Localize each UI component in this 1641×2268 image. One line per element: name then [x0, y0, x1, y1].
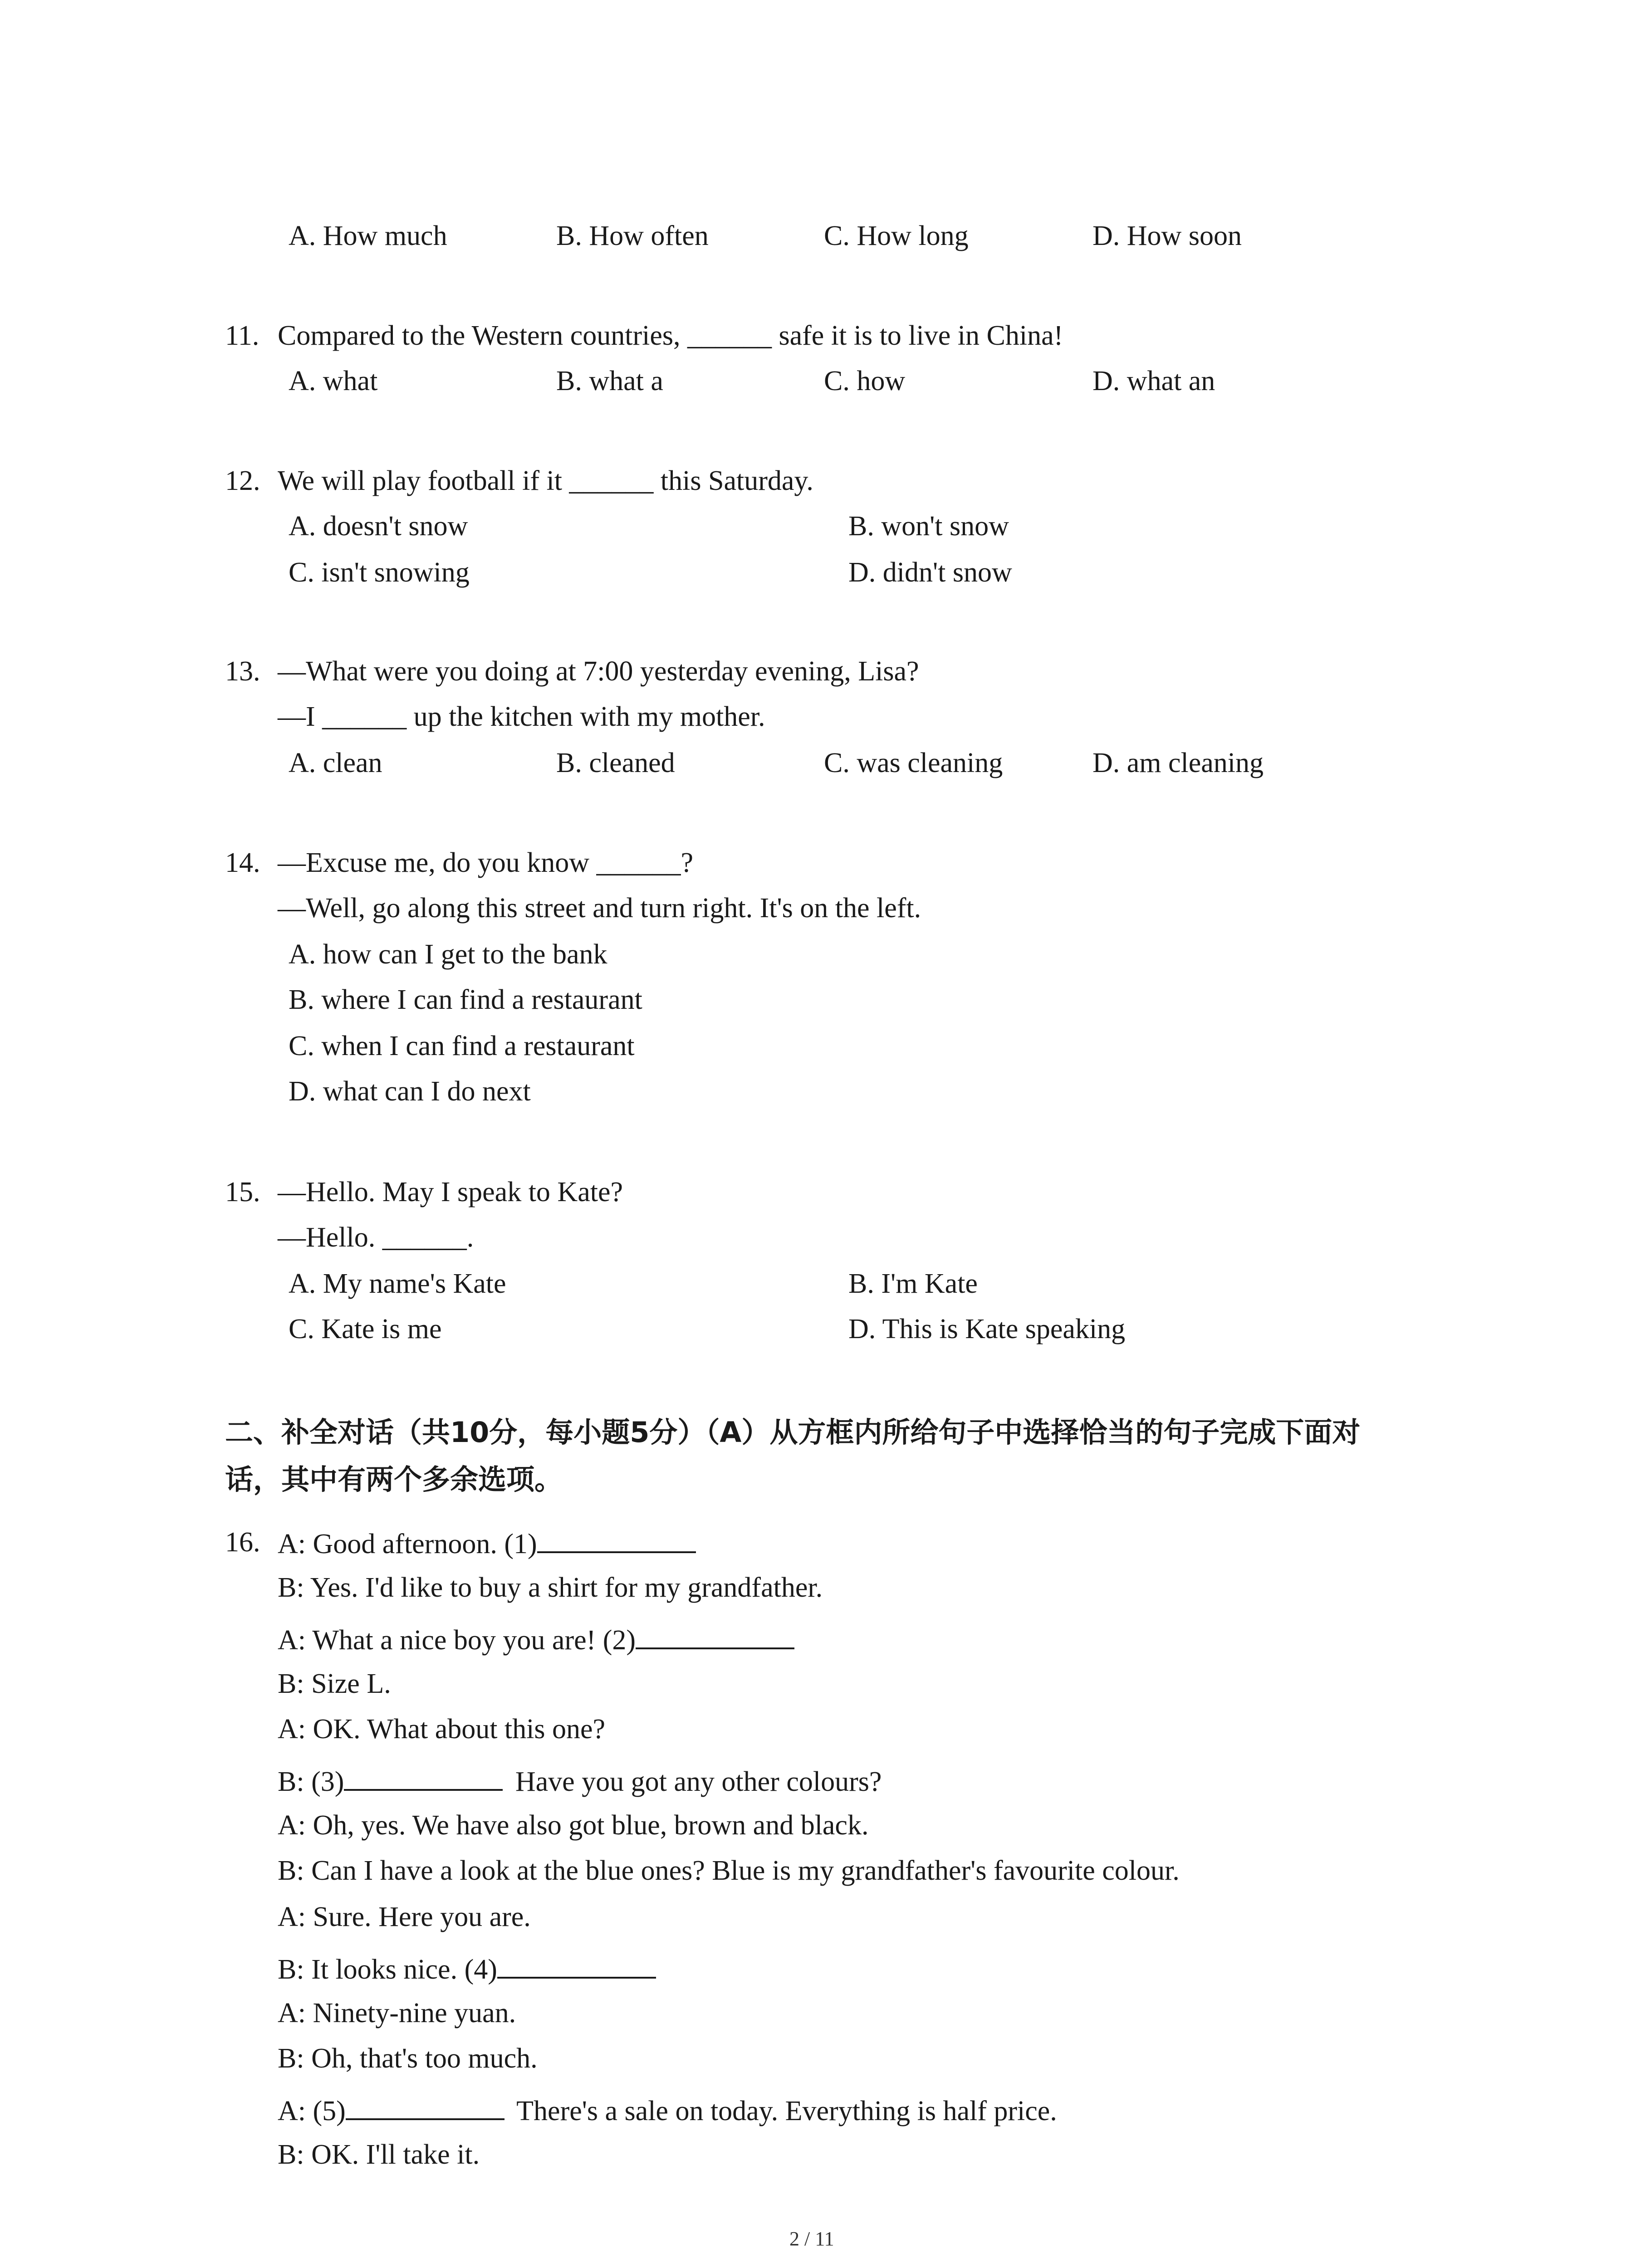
answer-blank-4[interactable] [497, 1950, 656, 1979]
dialogue-line-13 [278, 2091, 1057, 2127]
q13-number: 13. [225, 656, 260, 687]
q11-option-d: D. what an [1092, 366, 1215, 396]
dialogue-line-11 [278, 1995, 516, 2031]
q12-option-c: C. isn't snowing [289, 557, 470, 588]
page-indicator: 2 / 11 [789, 2228, 834, 2250]
q16-number: 16. [225, 1527, 260, 1558]
q12-option-d: D. didn't snow [848, 557, 1012, 588]
q15-number: 15. [225, 1177, 260, 1207]
dialogue-text: Have you got any other colours? [508, 1766, 882, 1797]
dialogue-text: B: Yes. I'd like to buy a shirt for my grandfather. [278, 1572, 823, 1603]
dialogue-text: B: Size L. [278, 1668, 391, 1699]
q13-option-a: A. clean [289, 748, 382, 778]
q13-option-c: C. was cleaning [824, 748, 1003, 778]
q14-number: 14. [225, 847, 260, 878]
dialogue-line-5 [278, 1711, 605, 1747]
answer-blank-1[interactable] [537, 1524, 696, 1553]
dialogue-line-10 [278, 1950, 661, 1986]
q14-line-1: —Excuse me, do you know ______? [278, 847, 694, 878]
dialogue-line-8 [278, 1853, 1180, 1889]
q13-option-b: B. cleaned [556, 748, 675, 778]
dialogue-text: B: (3) [278, 1766, 344, 1797]
q13-line-2: —I ______ up the kitchen with my mother. [278, 701, 765, 732]
dialogue-text: B: Can I have a look at the blue ones? Blue is my grandfather's favourite colour. [278, 1855, 1180, 1886]
q15-line-2: —Hello. ______. [278, 1222, 474, 1253]
dialogue-line-12 [278, 2040, 538, 2077]
dialogue-text: B: OK. I'll take it. [278, 2139, 480, 2170]
section-heading-line-1: 二、补全对话（共10分，每小题5分）（A）从方框内所给句子中选择恰当的句子完成下面对 [225, 1416, 1361, 1449]
dialogue-text: A: OK. What about this one? [278, 1714, 606, 1745]
q11-option-a: A. what [289, 366, 378, 396]
q14-line-2: —Well, go along this street and turn right. It's on the left. [278, 893, 921, 924]
q14-option-a: A. how can I get to the bank [289, 939, 607, 970]
q14-option-b: B. where I can find a restaurant [289, 984, 642, 1015]
q11-stem: Compared to the Western countries, ______ safe it is to live in China! [278, 320, 1063, 351]
q12-stem: We will play football if it ______ this Saturday. [278, 465, 813, 496]
q12-option-a: A. doesn't snow [289, 511, 468, 542]
dialogue-line-9 [278, 1899, 531, 1935]
q15-option-c: C. Kate is me [289, 1314, 442, 1344]
section-heading-line-2: 话，其中有两个多余选项。 [225, 1463, 563, 1496]
answer-blank-2[interactable] [636, 1620, 794, 1649]
dialogue-text: A: What a nice boy you are! (2) [278, 1625, 636, 1656]
q11-option-c: C. how [824, 366, 906, 396]
dialogue-line-6 [278, 1762, 882, 1798]
q14-option-c: C. when I can find a restaurant [289, 1031, 635, 1061]
q13-line-1: —What were you doing at 7:00 yesterday evening, Lisa? [278, 656, 919, 687]
dialogue-text: A: Ninety-nine yuan. [278, 1998, 516, 2028]
q10-option-c: C. How long [824, 220, 969, 251]
q11-option-b: B. what a [556, 366, 663, 396]
dialogue-text: A: Sure. Here you are. [278, 1901, 531, 1932]
q10-option-a: A. How much [289, 220, 447, 251]
q12-option-b: B. won't snow [848, 511, 1009, 542]
q13-option-d: D. am cleaning [1092, 748, 1264, 778]
dialogue-text: A: Oh, yes. We have also got blue, brown and black. [278, 1810, 869, 1841]
q10-option-b: B. How often [556, 220, 709, 251]
dialogue-text: B: It looks nice. (4) [278, 1954, 497, 1985]
dialogue-line-14 [278, 2136, 480, 2173]
q14-option-d: D. what can I do next [289, 1076, 531, 1107]
q15-option-b: B. I'm Kate [848, 1268, 978, 1299]
q12-number: 12. [225, 465, 260, 496]
dialogue-line-7 [278, 1807, 868, 1843]
q15-option-d: D. This is Kate speaking [848, 1314, 1126, 1344]
q10-option-d: D. How soon [1092, 220, 1242, 251]
dialogue-line-4 [278, 1666, 391, 1702]
dialogue-text: A: Good afternoon. (1) [278, 1529, 537, 1559]
dialogue-line-1 [278, 1524, 701, 1560]
dialogue-text: There's a sale on today. Everything is half price. [509, 2096, 1057, 2126]
q15-line-1: —Hello. May I speak to Kate? [278, 1177, 623, 1207]
dialogue-line-3 [278, 1620, 800, 1657]
q15-option-a: A. My name's Kate [289, 1268, 506, 1299]
dialogue-text: B: Oh, that's too much. [278, 2043, 538, 2074]
dialogue-text: A: (5) [278, 2096, 346, 2126]
answer-blank-5[interactable] [346, 2091, 505, 2120]
q11-number: 11. [225, 320, 260, 351]
dialogue-line-2 [278, 1569, 823, 1606]
answer-blank-3[interactable] [344, 1762, 503, 1791]
